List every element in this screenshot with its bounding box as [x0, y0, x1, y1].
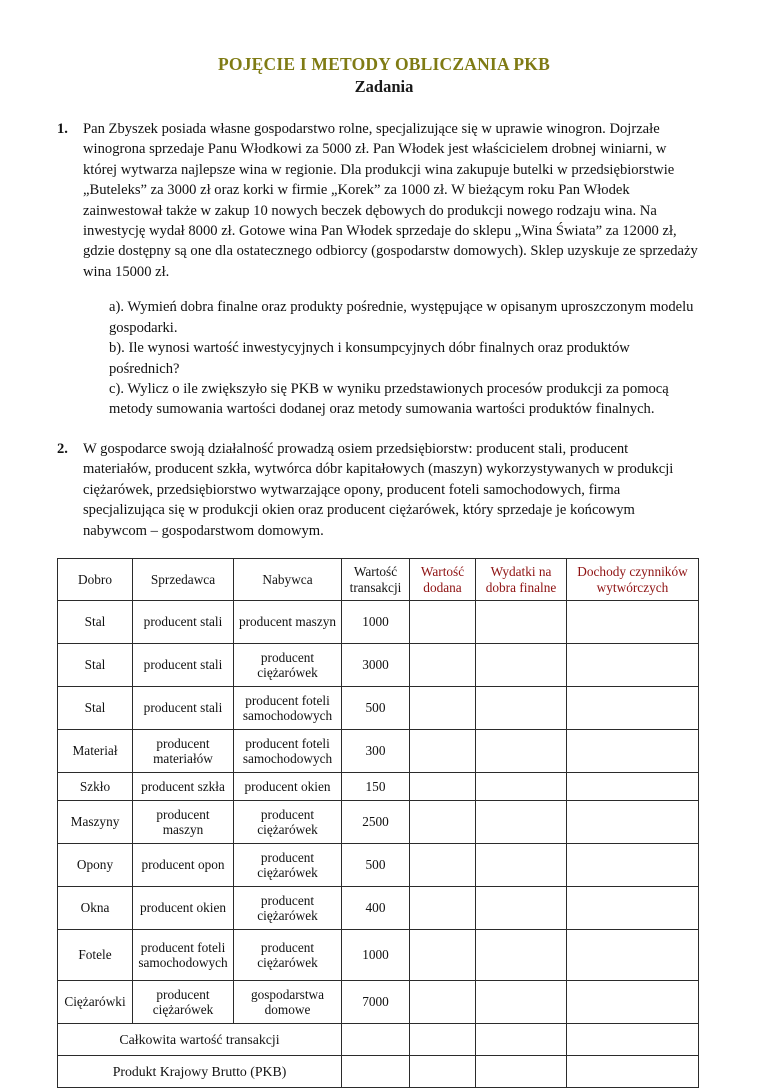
column-header-sprzedawca: Sprzedawca: [133, 558, 234, 600]
question-1-body: [83, 119, 698, 420]
cell-wydatki-dobra-finalne[interactable]: [476, 981, 567, 1024]
cell-wydatki-dobra-finalne[interactable]: [476, 601, 567, 644]
table-summary-row-pkb: [58, 1056, 699, 1088]
cell-dobro: Stal: [58, 687, 133, 730]
cell-wartosc-transakcji: 400: [342, 887, 410, 930]
cell-dochody-czynnikow[interactable]: [567, 773, 699, 801]
summary-cell-wartosc-transakcji[interactable]: [342, 1056, 410, 1088]
summary-cell-wartosc-dodana[interactable]: [410, 1056, 476, 1088]
cell-wydatki-dobra-finalne[interactable]: [476, 844, 567, 887]
pkb-table: [57, 558, 699, 1088]
pkb-table-body: [58, 601, 699, 1088]
cell-wartosc-transakcji: 3000: [342, 644, 410, 687]
table-row: [58, 801, 699, 844]
column-header-wartosc-dodana: Wartość dodana: [410, 558, 476, 600]
cell-wartosc-transakcji: 500: [342, 844, 410, 887]
cell-wartosc-dodana[interactable]: [410, 730, 476, 773]
cell-dobro: Stal: [58, 644, 133, 687]
column-header-wydatki-dobra-finalne: Wydatki na dobra finalne: [476, 558, 567, 600]
summary-cell-wartosc-dodana[interactable]: [410, 1024, 476, 1056]
cell-nabywca: gospodarstwa domowe: [234, 981, 342, 1024]
cell-sprzedawca: producent materiałów: [133, 730, 234, 773]
table-row: [58, 687, 699, 730]
cell-sprzedawca: producent ciężarówek: [133, 981, 234, 1024]
cell-dochody-czynnikow[interactable]: [567, 801, 699, 844]
question-1-number: 1.: [57, 120, 68, 137]
summary-cell-wydatki-dobra-finalne[interactable]: [476, 1056, 567, 1088]
cell-sprzedawca: producent stali: [133, 601, 234, 644]
cell-sprzedawca: producent foteli samochodowych: [133, 930, 234, 981]
column-header-dochody-czynnikow: Dochody czynników wytwórczych: [567, 558, 699, 600]
table-row: [58, 644, 699, 687]
question-1-subitem-b: b). Ile wynosi wartość inwestycyjnych i konsumpcyjnych dóbr finalnych oraz produktów pośrednich?: [109, 340, 630, 377]
cell-wartosc-dodana[interactable]: [410, 773, 476, 801]
question-1: [57, 119, 698, 420]
question-2-text: W gospodarce swoją działalność prowadzą osiem przedsiębiorstw: producent stali, producent materiałów, producent szkła, wytwórca dóbr kapitałowych (maszyn) wykorzystywanych w produkcji ciężarówek, przedsiębiorstwo wytwarzające opony, producent foteli samochodowych, firma specjalizująca się w produkcji okien oraz producent ciężarówek, który sprzedaje je końcowym nabywcom – gospodarstwom domowym.: [83, 440, 674, 539]
question-2: [57, 439, 698, 541]
table-row: [58, 930, 699, 981]
cell-wydatki-dobra-finalne[interactable]: [476, 687, 567, 730]
cell-dobro: Okna: [58, 887, 133, 930]
cell-nabywca: producent ciężarówek: [234, 844, 342, 887]
title-block: [0, 0, 768, 97]
cell-wydatki-dobra-finalne[interactable]: [476, 930, 567, 981]
cell-wartosc-transakcji: 2500: [342, 801, 410, 844]
cell-wartosc-transakcji: 1000: [342, 930, 410, 981]
cell-wydatki-dobra-finalne[interactable]: [476, 644, 567, 687]
question-1-subitems: [109, 297, 698, 420]
table-header-row: [58, 558, 699, 600]
cell-dochody-czynnikow[interactable]: [567, 687, 699, 730]
cell-nabywca: producent ciężarówek: [234, 801, 342, 844]
table-row: [58, 887, 699, 930]
cell-wydatki-dobra-finalne[interactable]: [476, 773, 567, 801]
cell-dobro: Maszyny: [58, 801, 133, 844]
pkb-table-wrapper: [0, 558, 768, 1088]
cell-sprzedawca: producent stali: [133, 687, 234, 730]
cell-nabywca: producent foteli samochodowych: [234, 687, 342, 730]
cell-sprzedawca: producent stali: [133, 644, 234, 687]
questions-section: [0, 119, 768, 541]
table-summary-row-total: [58, 1024, 699, 1056]
cell-wartosc-transakcji: 7000: [342, 981, 410, 1024]
summary-cell-wydatki-dobra-finalne[interactable]: [476, 1024, 567, 1056]
question-1-subitem-a: a). Wymień dobra finalne oraz produkty pośrednie, występujące w opisanym uproszczonym modelu gospodarki.: [109, 299, 694, 336]
cell-sprzedawca: producent maszyn: [133, 801, 234, 844]
cell-nabywca: producent ciężarówek: [234, 930, 342, 981]
cell-wartosc-dodana[interactable]: [410, 644, 476, 687]
cell-dochody-czynnikow[interactable]: [567, 844, 699, 887]
cell-sprzedawca: producent szkła: [133, 773, 234, 801]
cell-wartosc-transakcji: 150: [342, 773, 410, 801]
question-1-text: Pan Zbyszek posiada własne gospodarstwo rolne, specjalizujące się w uprawie winogron. Dojrzałe winogrona sprzedaje Panu Włodkowi za 5000 zł. Pan Włodek jest właścicielem drobnej winiarni, w której wytwarza najlepsze wina w regionie. Dla produkcji wina zakupuje butelki w przedsiębiorstwie „Buteleks” za 3000 zł oraz korki w firmie „Korek” za 1000 zł. W bieżącym roku Pan Włodek zainwestował także w zakup 10 nowych beczek dębowych do produkcji nowego rodzaju wina. Na inwestycję wydał 8000 zł. Gotowe wina Pan Włodek sprzedaje do sklepu „Wina Świata” za 12000 zł, gdzie dostępny są one dla ostatecznego odbiorcy (gospodarstw domowych). Sklep uzyskuje ze sprzedaży wina 15000 zł.: [83, 120, 698, 280]
cell-wartosc-dodana[interactable]: [410, 981, 476, 1024]
column-header-wartosc-transakcji: Wartość transakcji: [342, 558, 410, 600]
pkb-table-head: [58, 558, 699, 600]
cell-dochody-czynnikow[interactable]: [567, 930, 699, 981]
cell-wartosc-dodana[interactable]: [410, 930, 476, 981]
cell-nabywca: producent ciężarówek: [234, 887, 342, 930]
page-subtitle: Zadania: [354, 77, 414, 97]
cell-dochody-czynnikow[interactable]: [567, 601, 699, 644]
table-row: [58, 981, 699, 1024]
page-title: POJĘCIE I METODY OBLICZANIA PKB: [218, 54, 550, 74]
cell-wartosc-dodana[interactable]: [410, 801, 476, 844]
cell-nabywca: producent ciężarówek: [234, 644, 342, 687]
table-row: [58, 601, 699, 644]
table-row: [58, 730, 699, 773]
cell-dochody-czynnikow[interactable]: [567, 730, 699, 773]
table-row: [58, 844, 699, 887]
cell-dochody-czynnikow[interactable]: [567, 644, 699, 687]
cell-dobro: Ciężarówki: [58, 981, 133, 1024]
cell-wartosc-dodana[interactable]: [410, 887, 476, 930]
cell-wartosc-transakcji: 1000: [342, 601, 410, 644]
cell-nabywca: producent maszyn: [234, 601, 342, 644]
question-spacer: [57, 420, 698, 439]
column-header-nabywca: Nabywca: [234, 558, 342, 600]
cell-wartosc-transakcji: 500: [342, 687, 410, 730]
question-1-subitem-c: c). Wylicz o ile zwiększyło się PKB w wyniku przedstawionych procesów produkcji za pomocą metody sumowania wartości dodanej oraz metody sumowania wartości produktów finalnych.: [109, 380, 669, 418]
cell-wartosc-dodana[interactable]: [410, 601, 476, 644]
cell-dobro: Stal: [58, 601, 133, 644]
cell-nabywca: producent foteli samochodowych: [234, 730, 342, 773]
cell-dochody-czynnikow[interactable]: [567, 981, 699, 1024]
question-2-number: 2.: [57, 440, 68, 457]
cell-dochody-czynnikow[interactable]: [567, 887, 699, 930]
cell-dobro: Opony: [58, 844, 133, 887]
cell-wydatki-dobra-finalne[interactable]: [476, 730, 567, 773]
cell-wydatki-dobra-finalne[interactable]: [476, 801, 567, 844]
summary-cell-dochody-czynnikow[interactable]: [567, 1024, 699, 1056]
cell-nabywca: producent okien: [234, 773, 342, 801]
summary-label-total: Całkowita wartość transakcji: [58, 1024, 342, 1056]
cell-sprzedawca: producent okien: [133, 887, 234, 930]
cell-sprzedawca: producent opon: [133, 844, 234, 887]
cell-dobro: Fotele: [58, 930, 133, 981]
summary-cell-wartosc-transakcji[interactable]: [342, 1024, 410, 1056]
summary-label-pkb: Produkt Krajowy Brutto (PKB): [58, 1056, 342, 1088]
cell-wartosc-transakcji: 300: [342, 730, 410, 773]
cell-wartosc-dodana[interactable]: [410, 687, 476, 730]
table-row: [58, 773, 699, 801]
cell-wartosc-dodana[interactable]: [410, 844, 476, 887]
cell-dobro: Materiał: [58, 730, 133, 773]
question-2-body: [83, 439, 698, 541]
cell-wydatki-dobra-finalne[interactable]: [476, 887, 567, 930]
column-header-dobro: Dobro: [58, 558, 133, 600]
cell-dobro: Szkło: [58, 773, 133, 801]
summary-cell-dochody-czynnikow[interactable]: [567, 1056, 699, 1088]
